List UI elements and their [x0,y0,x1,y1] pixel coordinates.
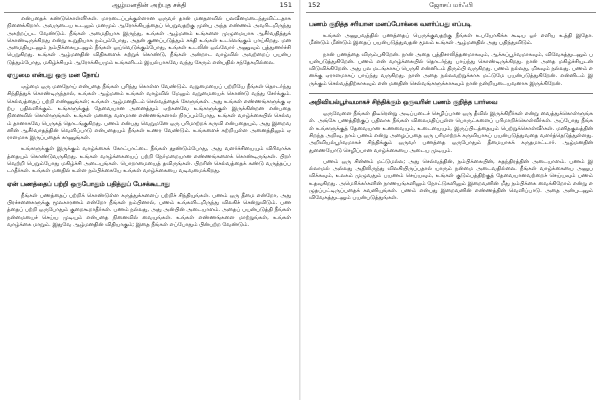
right-running-header [306,0,596,13]
body-paragraph: என்பதைக் கண்டுகொள்ளீர்கள். மாரடைப்புக்குள்ளான ஒருவர் தான் மனதளவில் பலவீனமடைந்துவிட்டதாக நினைக்கிறார். அவருடைய உடலும் மனமும் ஆரோக்கியத்தைப் பெறுவதற்கு முன்பு அந்த எண்ணம் அவரிடமிருந்து அகற்றப்பட வேண்டும். நீங்கள் அமைதியாக இருந்து, உங்கள் ஆழ்மனம் உங்களை முழுமையாக ஆசீர்வதித்துக் கொண்டிருக்கிறது என்று உறுதியாக நம்பும்போது, அதன் குணப்படுத்தும் சக்தி உங்கள் உடலெங்கும் பாய்கிறது. மனஅமைதியுடனும் நம்பிக்கையுடனும் நீங்கள் ஓய்வெடுக்கும்போது, உங்கள் உடலின் ஒவ்வோர் அணுவும் புத்துணர்ச்சி பெறுகிறது. உங்கள் ஆழ்மனதின் விதிகளைக் கற்றுக் கொண்டு, நீங்கள் அன்றாட வாழ்வில் அவற்றைப் பயன்படுத்தும்போது, மகிழ்ச்சியும் ஆரோக்கியமும் உங்களிடம் இயல்பாகவே வந்து சேரும் என்பதில் சந்தேகமில்லை. [7,16,291,66]
left-page-number: 151 [279,1,292,9]
body-paragraph: ஏழ்மை ஒரு மனநோய் என்பதை நீங்கள் புரிந்து கொள்ள வேண்டும். வறுமையைப் பற்றியே நீங்கள் தொடர்ந்து சிந்தித்துக் கொண்டிருந்தால், உங்கள் ஆழ்மனம் உங்கள் வாழ்வில் மேலும் வறுமையைக் கொண்டு வந்து சேர்க்கும். செல்வத்தைப் பற்றி எண்ணுங்கள்; உங்கள் ஆழ்மனதிடம் செல்வத்தைக் கேளுங்கள். அது உங்கள் எண்ணங்களுக்கு ஏற்ப பதிலளிக்கும். உங்களுக்குத் தேவையான அனைத்தும் ஏற்கனவே உங்களுக்குள் இருக்கின்றன என்பதை நினைவில் கொள்ளுங்கள். உங்கள் மனதை வளமான எண்ணங்களால் நிரப்பும்போது, உங்கள் வாழ்க்கையில் செல்வம் தானாகவே பெருகத் தொடங்குகிறது. பணம் என்பது வெறுமனே ஒரு பரிமாற்றக் கருவி என்பதையும், அது இறைவனின் ஆசீர்வாதத்தின் வெளிப்பாடு என்பதையும் நீங்கள் உணர வேண்டும். உங்களைச் சுற்றியுள்ள அனைத்திலும் ஏராளமாக இருப்பதைக் காணுங்கள். [7,84,291,142]
section-heading: அறிவியல்பூர்வமாகச் சிந்திக்கும் ஒருவரின் பணம் குறித்த பார்வை [309,99,498,107]
book-gutter [299,0,301,400]
left-page-body [4,13,294,229]
body-paragraph: உங்களுக்குள் இருக்கும் வாழ்க்கைக் கோட்பாட்டை நீங்கள் தூண்டும்போது, அது வளர்ச்சியையும் விரிவாக்கத்தையும் கொண்டுவருகிறது. உங்கள் வாழ்க்கையைப் பற்றி நேர்மறையான எண்ணங்களைக் கொண்டிருங்கள். பிறர் வெற்றி பெறும்போது மகிழ்ச்சி அடையுங்கள். பொறாமையைத் தவிருங்கள். பிறரின் செல்வத்தைக் கண்டு வருத்தப்படாதீர்கள். உங்கள் மனதில் உள்ள நம்பிக்கையே உங்கள் வாழ்க்கையை வடிவமைக்கிறது. [7,146,291,175]
section-heading: ஏழுமை என்பது ஒரு மன நோய் [7,72,100,80]
right-header-title: ஜோசப் மர்ஃபி [429,1,473,9]
body-paragraph: நான் பணத்தை விரும்புகிறேன். நான் அதை புத்திசாலித்தனமாகவும், ஆக்கப்பூர்வமாகவும், விவேகத்துடனும் பயன்படுத்துகிறேன். பணம் என் வாழ்க்கையில் தொடர்ந்து பாய்ந்து கொண்டிருக்கிறது. நான் அதை மகிழ்ச்சியுடன் விடுவிக்கிறேன். அது பல மடங்காகப் பெருகி என்னிடம் திரும்பி வருகிறது. பணம் நல்லது, மிகவும் நல்லது. பணம் எனக்கு ஏராளமாகப் பாய்ந்து வருகிறது. நான் அதை நல்லவற்றுக்காக மட்டுமே பயன்படுத்துகிறேன். என்னிடம் இருக்கும் செல்வத்திற்காகவும் என் மனதின் செல்வங்களுக்காகவும் நான் நன்றியுடையவனாக இருக்கிறேன். [309,51,593,87]
body-paragraph: பணம் ஒரு சின்னம் மட்டுமல்ல; அது செல்வத்தின், நம்பிக்கையின், சுதந்திரத்தின் அடையாளம். பணம் இல்லாமல் அல்லது அதிலிருந்து விலகியிருப்பதால் யாரும் நன்மை அடைவதில்லை. நீங்கள் வாழ்க்கையை அனுபவிக்கவும், உலகம் முழுவதும் பயணம் செய்யவும், உங்கள் குடும்பத்திற்குத் தேவையானவற்றைச் செய்யவும் பணம் உதவுகிறது. அமெரிக்கர்களின் நாணயங்களிலும் நோட்டுகளிலும் இறைவனின் மீது நம்பிக்கை வைக்கிறோம் என்று எழுதப்பட்டிருப்பதைக் கவனியுங்கள். பணம் என்பது இறைவனின் எண்ணத்தின் வெளிப்பாடு. அதை அன்புடனும் விவேகத்துடனும் பயன்படுத்துங்கள். [309,158,593,202]
left-page [4,0,294,400]
right-page-body [306,13,596,203]
left-running-header [4,0,294,13]
body-paragraph: உங்கள் அனுபவத்தில் பணத்தைப் பெருக்குவதற்கு நீங்கள் உபயோகிக்க கூடிய ஓர் எளிய உத்தி இதோ. மீண்டும் மீண்டும் இதைப் பயன்படுத்துவதன் மூலம் உங்கள் ஆழ்மனதில் அது பதிந்துவிடும். [309,33,593,47]
left-header-title: ஆழ்மனதின் அற்புத சக்தி [111,1,187,9]
right-page [306,0,596,400]
body-paragraph: ஒருவேளை நீங்கள் திடீரென்று அடிப்படைச் செழிப்பான ஒரு தீவில் இருக்கிறீர்கள் என்று வைத்துக்கொள்ளுங்கள். அங்கே பணத்திற்குப் பதிலாக நீங்கள் விலைமதிப்புள்ள பொருட்களைப் பரிமாறிக்கொள்வீர்கள். அப்போது நீங்கள் உங்களுக்குத் தேவையான உணவையும், உடையையும், இருப்பிடத்தையும் பெற்றுக்கொள்வீர்கள். மனிதகுலத்தின் சிறந்த அறிவு, நாம் பணம் என்று அழைப்பதை ஒரு பரிமாற்றக் கருவியாகப் பயன்படுத்துவதை வளர்த்தெடுத்துள்ளது. அறிவியல்பூர்வமாகச் சிந்திக்கும் ஒருவர் பணத்தை ஒருபோதும் தீமையாகக் கருதமாட்டார். ஆழ்மனதின் துணையோடு செழிப்பான வாழ்க்கையை அடைய முடியும். [309,111,593,154]
section-divider [309,93,593,94]
section-heading: ஏன் பணத்தைப் பற்றி ஒருபோதும் பதித்துப் பேசக்கூடாது [7,180,170,188]
right-page-number: 152 [308,1,321,9]
section-heading: பணம் குறித்த சரியான மனப்போக்கை வளர்ப்பது எப்படி [309,21,472,28]
body-paragraph: நீங்கள் பணத்தைப் பற்றிக் கொண்டுள்ள கருத்துக்களைப் பற்றிச் சிந்தியுங்கள். பணம் ஒரு தீமை என்றோ, அது பிரச்சனைகளுக்கு மூலகாரணம் என்றோ நீங்கள் நம்பினால், பணம் உங்களிடமிருந்து விலகிச் சென்றுவிடும். பணத்தைப் பற்றி ஒருபோதும் குறைகூறாதீர்கள். பணம் நல்லது, அது அன்பின் அடையாளம். அதைப் பயன்படுத்தி நீங்கள் நன்மையைச் செய்ய முடியும் என்பதை நினைவில் வையுங்கள். உங்கள் எண்ணங்களை மாற்றுங்கள், உங்கள் வாழ்க்கை மாறும். இதுவே ஆழ்மனதின் விதியாகும்; இதை நீங்கள் எப்போதும் பின்பற்ற வேண்டும். [7,192,291,228]
